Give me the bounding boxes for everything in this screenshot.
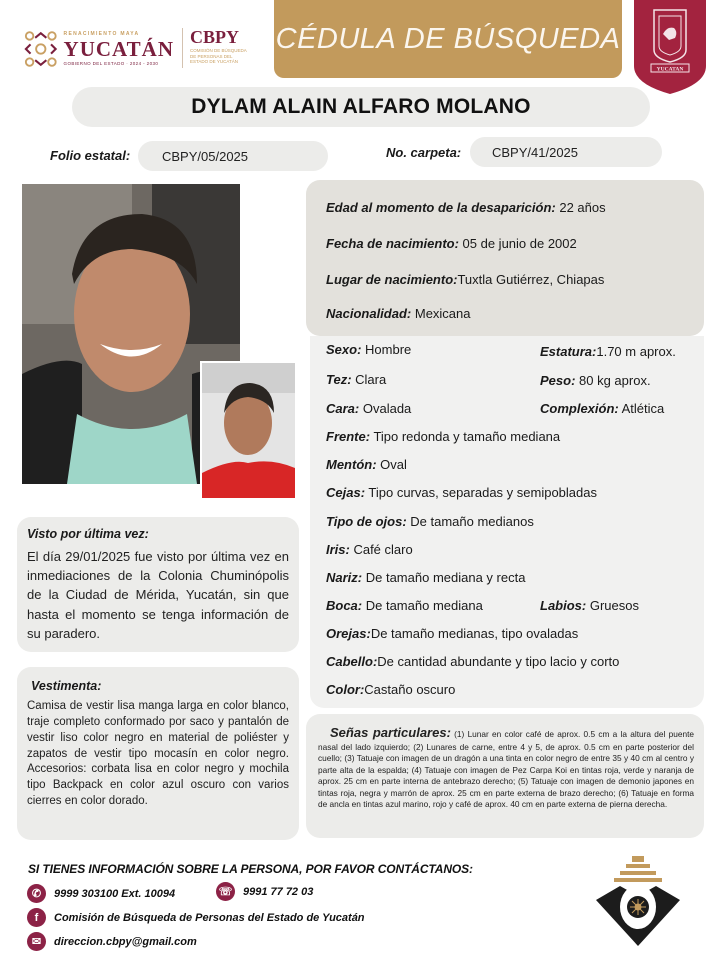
cbpy-subtitle: COMISIÓN DE BÚSQUEDA DE PERSONAS DEL ESTADO DE YUCATÁN [190,48,247,65]
field-edad: Edad al momento de la desaparición: 22 años [326,200,606,215]
folio-label: Folio estatal: [50,148,131,163]
field-menton: Mentón: Oval [326,457,407,472]
whatsapp-icon: ☏ [216,882,235,901]
phone-icon: ✆ [27,884,46,903]
yucatan-shield-icon [634,0,706,94]
facebook-icon: f [27,908,46,927]
whatsapp-number[interactable]: 9991 77 72 03 [243,885,314,898]
field-orejas: Orejas:De tamaño medianas, tipo ovaladas [326,626,579,641]
cbpy-emblem-icon [590,852,686,948]
field-peso: Peso: 80 kg aprox. [540,373,651,388]
distinguishing-marks-text: Señas particulares: (1) Lunar en color café de aprox. 0.5 cm a la altura del puente nasal del lado izquierdo; (2) Lunares de carne, entre 4 y 5, de aprox. 0.5 cm en parte posterior del cuello; (3) Tatuaje con imagen de un dragón a una tinta en color negro de entre 35 y 40 cm al centro y parte alta de la espalda; (4) Tatuaje con imagen de Pez Carpa Koi en tintas roja, verde y naranja de aprox. 25 cm en parte interna de antebrazo derecho; (5) Tatuaje con imagen de demonio japones en tintas roja, negra y marrón de aprox. 25 cm en parte externa de brazo derecho; (6) Tatuaje en forma de ancla en tintas azul marino, rojo y café de aprox. 40 cm en parte externa de pierna derecha. [318,725,694,810]
cbpy-logo [190,28,272,72]
contact-phone[interactable] [27,884,175,903]
field-lugar-nacimiento: Lugar de nacimiento:Tuxtla Gutiérrez, Chiapas [326,272,605,287]
maya-pattern-icon [24,29,58,69]
cbpy-acronym: CBPY [190,27,239,47]
last-seen-panel [17,517,299,652]
carpeta-label: No. carpeta: [386,145,462,160]
field-estatura: Estatura:1.70 m aprox. [540,344,676,359]
field-fecha-nacimiento: Fecha de nacimiento: 05 de junio de 2002 [326,236,577,251]
field-cejas: Cejas: Tipo curvas, separadas y semipobladas [326,485,597,500]
contact-facebook[interactable] [27,908,365,927]
field-cara: Cara: Ovalada [326,401,412,416]
page-title: CÉDULA DE BÚSQUEDA [275,22,621,55]
field-nacionalidad: Nacionalidad: Mexicana [326,306,471,321]
carpeta-value: CBPY/41/2025 [470,137,662,167]
contact-whatsapp[interactable] [216,882,313,901]
field-complexion: Complexión: Atlética [540,401,665,416]
field-tipo-ojos: Tipo de ojos: De tamaño medianos [326,514,534,529]
clothing-heading: Vestimenta: [31,679,102,693]
person-full-name: DYLAM ALAIN ALFARO MOLANO [191,95,531,118]
yucatan-government-logo [24,26,174,72]
field-frente: Frente: Tipo redonda y tamaño mediana [326,429,561,444]
clothing-panel [17,667,299,840]
title-banner [274,0,622,78]
distinguishing-marks-panel [306,714,704,838]
field-cabello: Cabello:De cantidad abundante y tipo lacio y corto [326,654,620,669]
logo-state-name: YUCATÁN [63,36,174,61]
field-boca: Boca: De tamaño mediana [326,598,483,613]
folio-value: CBPY/05/2025 [138,141,328,171]
email-address[interactable]: direccion.cbpy@gmail.com [54,935,197,948]
last-seen-heading: Visto por última vez: [27,527,149,541]
person-name-banner [72,87,650,127]
person-photo-secondary [200,361,297,500]
last-seen-text: El día 29/01/2025 fue visto por última vez en inmediaciones de la Colonia Chuminópolis de la Ciudad de Mérida, Yucatán, sin que hasta el momento se tenga información de su paradero. [27,549,289,641]
field-labios: Labios: Gruesos [540,598,639,613]
contact-email[interactable] [27,932,197,951]
svg-text:YUCATAN: YUCATAN [656,66,684,73]
email-icon: ✉ [27,932,46,951]
contact-heading: SI TIENES INFORMACIÓN SOBRE LA PERSONA, POR FAVOR CONTÁCTANOS: [28,862,473,876]
logo-tagline: RENACIMIENTO MAYA [63,30,140,37]
field-nariz: Nariz: De tamaño mediana y recta [326,570,526,585]
field-tez: Tez: Clara [326,372,387,387]
phone-number[interactable]: 9999 303100 Ext. 10094 [54,887,176,900]
facebook-page[interactable]: Comisión de Búsqueda de Personas del Estado de Yucatán [54,911,365,924]
field-sexo: Sexo: Hombre [326,342,412,357]
logo-divider [182,28,183,68]
field-color-cabello: Color:Castaño oscuro [326,682,456,697]
logo-government-period: GOBIERNO DEL ESTADO · 2024 - 2030 [63,60,159,66]
clothing-text: Camisa de vestir lisa manga larga en color blanco, traje completo conformado por saco y pantalón de vestir liso color negro en material de poliéster y zapatos de vestir tipo mocasín en color negro. Accesorios: corbata lisa en color negro y mochila tipo Backpack en color azul oscuro con varios cierres en color dorado. [27,700,289,808]
field-iris: Iris: Café claro [326,542,413,557]
general-info-panel [306,180,704,336]
physical-description-panel [310,336,704,708]
